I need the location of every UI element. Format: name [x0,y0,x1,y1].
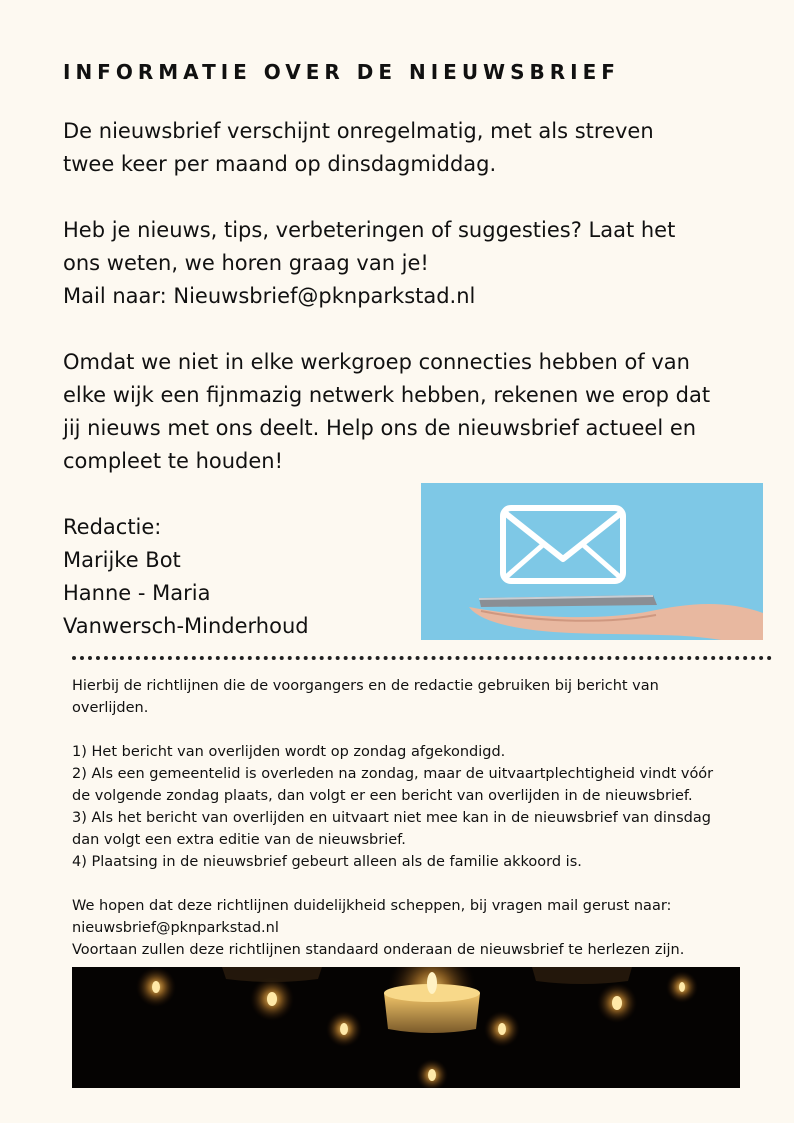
editor-name: Marijke Bot [63,548,181,572]
intro-paragraph-1 [63,115,773,181]
text-line: compleet te houden! [63,449,284,473]
text-line: Omdat we niet in elke werkgroep connecties hebben of van [63,350,690,374]
text-line: De nieuwsbrief verschijnt onregelmatig, met als streven [63,119,654,143]
obituary-guidelines [72,675,762,983]
list-item: 2) Als een gemeentelid is overleden na zondag, maar de uitvaartplechtigheid vindt vóór [72,766,714,782]
editor-name: Vanwersch-Minderhoud [63,614,309,638]
editorial-team [63,511,403,643]
email-link[interactable]: nieuwsbrief@pknparkstad.nl [72,920,279,936]
guidelines-list [72,741,762,873]
guidelines-intro [72,675,762,719]
candles-image [72,967,740,1088]
text-line: Voortaan zullen deze richtlijnen standaard onderaan de nieuwsbrief te herlezen zijn. [72,942,685,958]
page-title: INFORMATIE OVER DE NIEUWSBRIEF [63,60,620,84]
envelope-on-phone-icon [421,483,763,640]
text-line: elke wijk een fijnmazig netwerk hebben, rekenen we erop dat [63,383,711,407]
editor-name: Hanne - Maria [63,581,211,605]
intro-paragraph-3 [63,346,773,478]
text-line: jij nieuws met ons deelt. Help ons de nieuwsbrief actueel en [63,416,697,440]
guidelines-closing [72,895,762,961]
text-line: overlijden. [72,700,149,716]
mail-image [421,483,763,640]
list-item: 3) Als het bericht van overlijden en uitvaart niet mee kan in de nieuwsbrief van dinsdag [72,810,711,826]
text-line: ons weten, we horen graag van je! [63,251,429,275]
mail-line[interactable]: Mail naar: Nieuwsbrief@pknparkstad.nl [63,284,476,308]
list-item: 1) Het bericht van overlijden wordt op zondag afgekondigd. [72,744,506,760]
list-item: de volgende zondag plaats, dan volgt er een bericht van overlijden in de nieuwsbrief. [72,788,693,804]
text-line: We hopen dat deze richtlijnen duidelijkheid scheppen, bij vragen mail gerust naar: [72,898,672,914]
intro-text [63,115,773,511]
text-line: twee keer per maand op dinsdagmiddag. [63,152,497,176]
candles-photo [72,967,740,1088]
list-item: dan volgt een extra editie van de nieuwsbrief. [72,832,406,848]
text-line: Heb je nieuws, tips, verbeteringen of suggesties? Laat het [63,218,676,242]
text-line: Hierbij de richtlijnen die de voorgangers en de redactie gebruiken bij bericht van [72,678,659,694]
dotted-divider [72,656,772,660]
editorial-label: Redactie: [63,515,162,539]
list-item: 4) Plaatsing in de nieuwsbrief gebeurt alleen als de familie akkoord is. [72,854,582,870]
intro-paragraph-2 [63,214,773,313]
